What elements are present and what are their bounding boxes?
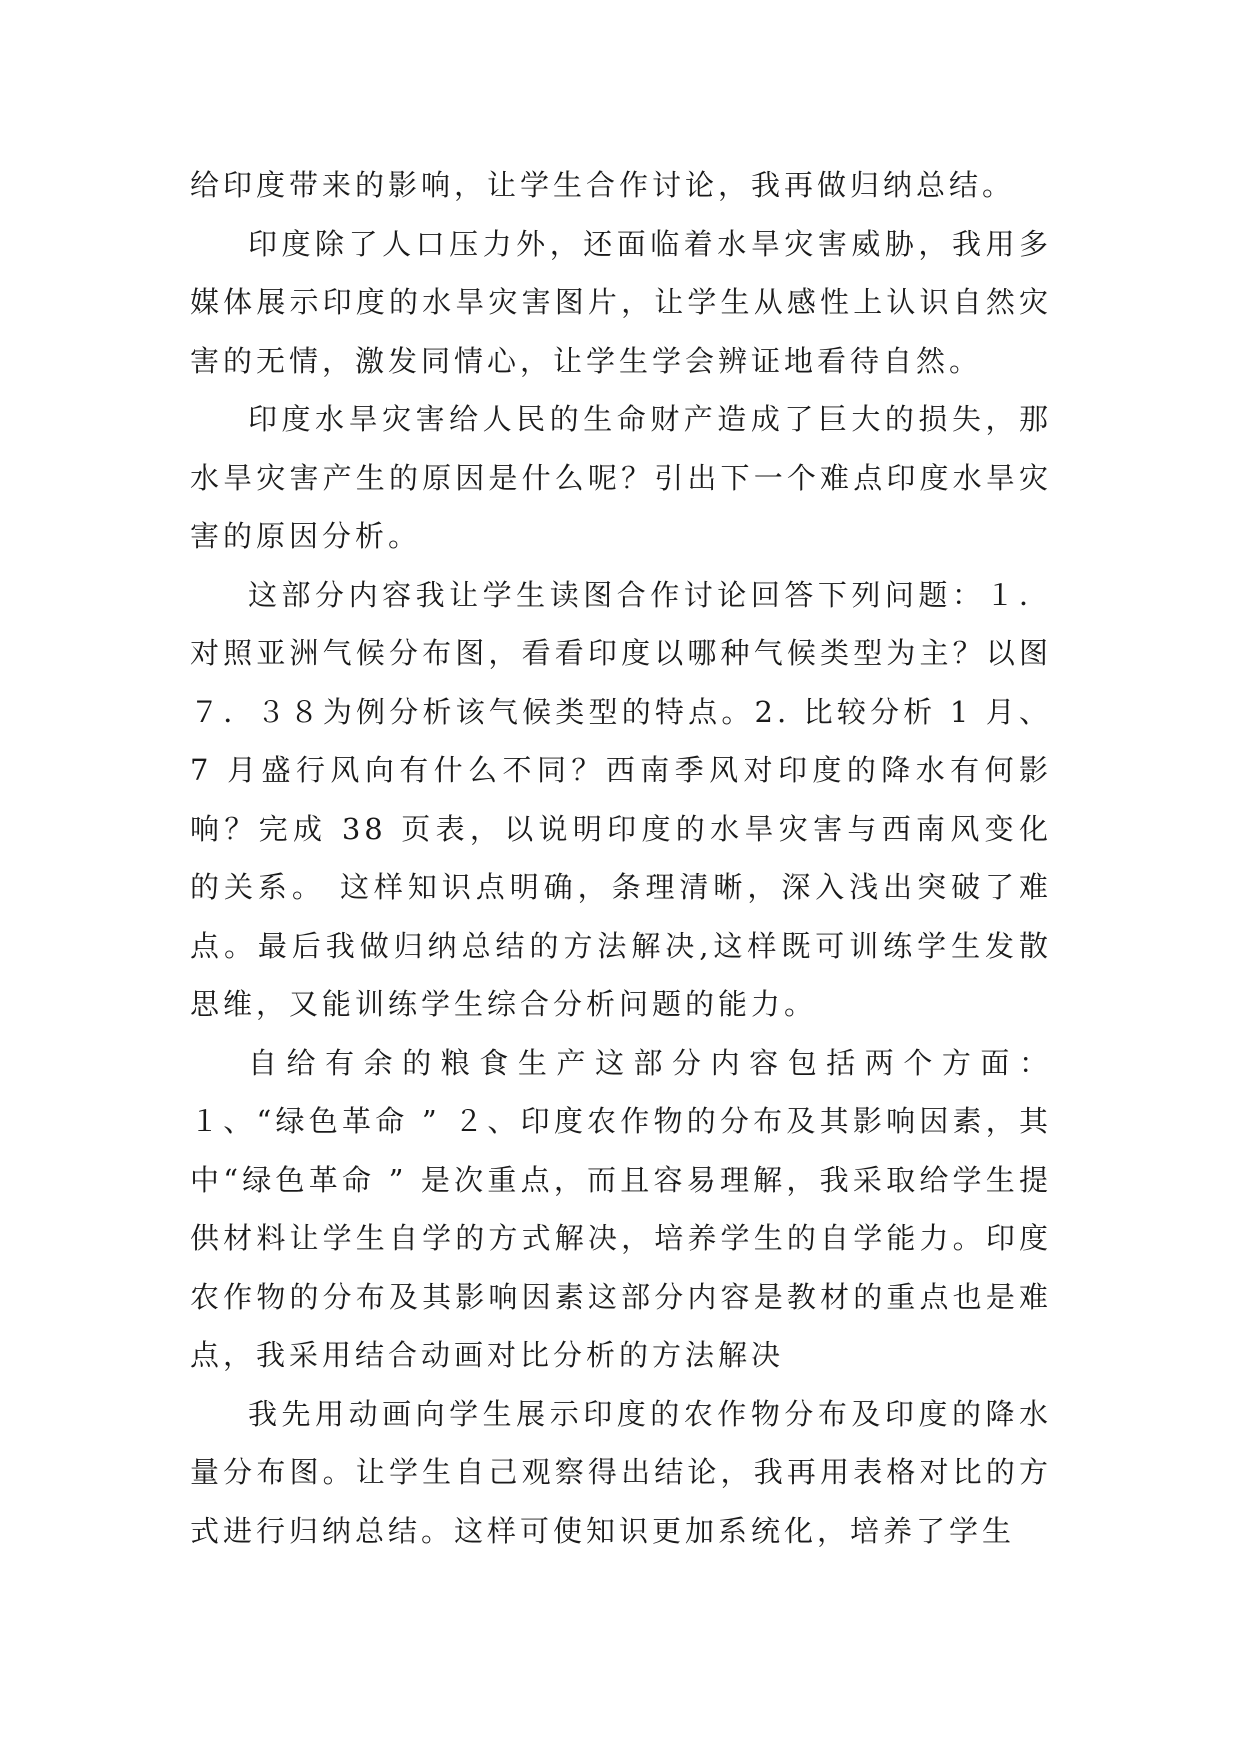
paragraph-1: 给印度带来的影响，让学生合作讨论，我再做归纳总结。 bbox=[190, 168, 1016, 202]
paragraph-5: 自给有余的粮食生产这部分内容包括两个方面：１、“绿色革命 ” ２、印度农作物的分布及其影响因素，其中“绿色革命 ” 是次重点，而且容易理解，我采取给学生提供材料让学生自学的方式解决，培养学生的自学能力。印度农作物的分布及其影响因素这部分内容是教材的重点也是难点，我采用结合动画对比分析的方法解决 bbox=[190, 1045, 1052, 1372]
paragraph-6: 我先用动画向学生展示印度的农作物分布及印度的降水量分布图。让学生自己观察得出结论，我再用表格对比的方式进行归纳总结。这样可使知识更加系统化，培养了学生 bbox=[190, 1396, 1052, 1548]
paragraph-4: 这部分内容我让学生读图合作讨论回答下列问题：１．对照亚洲气候分布图，看看印度以哪种气候类型为主？以图７．３８为例分析该气候类型的特点。2. 比较分析 1 月、7 月盛行风向有什么不同？西南季风对印度的降水有何影响？完成 38 页表，以说明印度的水旱灾害与西南风变化的关系。 这样知识点明确，条理清晰，深入浅出突破了难点。最后我做归纳总结的方法解决,这样既可训练学生发散思维，又能训练学生综合分析问题的能力。 bbox=[190, 577, 1052, 1021]
paragraph-2: 印度除了人口压力外，还面临着水旱灾害威胁，我用多媒体展示印度的水旱灾害图片，让学生从感性上认识自然灾害的无情，激发同情心，让学生学会辨证地看待自然。 bbox=[190, 226, 1052, 378]
paragraph-3: 印度水旱灾害给人民的生命财产造成了巨大的损失，那水旱灾害产生的原因是什么呢？引出下一个难点印度水旱灾害的原因分析。 bbox=[190, 402, 1052, 553]
body-text bbox=[190, 156, 1052, 1560]
